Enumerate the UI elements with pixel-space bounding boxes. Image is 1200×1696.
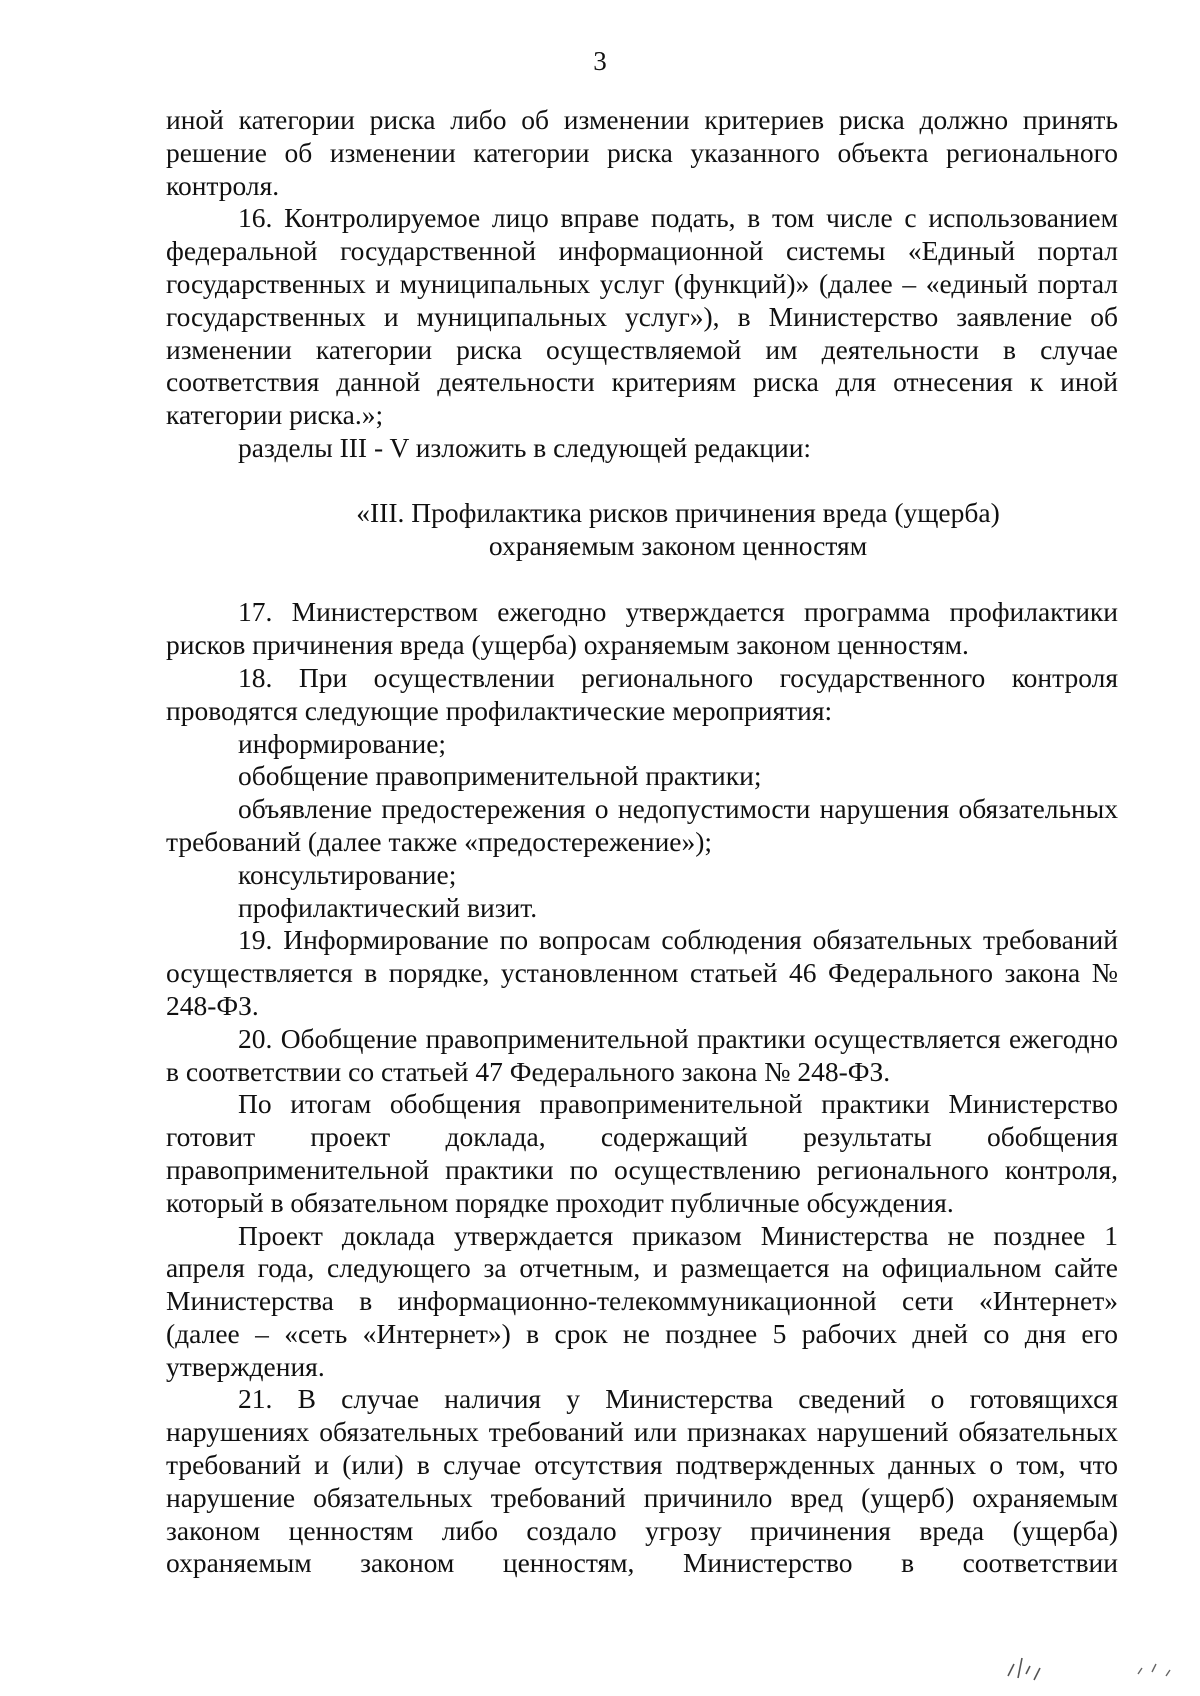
document-body [166,104,1118,1580]
list-item: профилактический визит. [238,891,538,923]
list-item: консультирование; [238,858,457,890]
section-heading-line-1: «III. Профилактика рисков причинения вреда (ущерба) [356,496,1000,528]
paragraph-16: 16. Контролируемое лицо вправе подать, в том числе с использованием федеральной государственной информационной системы «Единый портал государственных и муниципальных услуг (функций)» (далее – «единый портал государственных и муниципальных услуг»), в Министерство заявление об изменении категории риска осуществляемой им деятельности в случае соответствия данной деятельности критериям риска для отнесения к иной категории риска.»; [166,202,1118,431]
scan-mark-icon [1000,1646,1060,1686]
paragraph-20-report: Проект доклада утверждается приказом Министерства не позднее 1 апреля года, следующего за отчетным, и размещается на официальном сайте Министерства в информационно-телекоммуникационной сети «Интернет» (далее – «сеть «Интернет») в срок не позднее 5 рабочих дней со дня его утверждения. [166,1219,1118,1382]
paragraph-19: 19. Информирование по вопросам соблюдения обязательных требований осуществляется в порядке, установленном статьей 46 Федерального закона № 248-ФЗ. [166,924,1118,1021]
list-item: обобщение правоприменительной практики; [238,760,762,792]
page-number: 3 [593,46,607,76]
paragraph-18: 18. При осуществлении регионального государственного контроля проводятся следующие профилактические мероприятия: [166,661,1118,726]
scan-mark-icon [1132,1650,1192,1686]
section-heading-line-2: охраняемым законом ценностям [488,529,868,561]
list-item: объявление предостережения о недопустимости нарушения обязательных требований (далее также «предостережение»); [166,793,1118,857]
section-heading [166,497,1118,563]
paragraph-20: 20. Обобщение правоприменительной практики осуществляется ежегодно в соответствии со статьей 47 Федерального закона № 248-ФЗ. [166,1022,1118,1087]
paragraph-20-summary: По итогам обобщения правоприменительной практики Министерство готовит проект доклада, содержащий результаты обобщения правоприменительной практики по осуществлению регионального контроля, который в обязательном порядке проходит публичные обсуждения. [166,1088,1118,1218]
paragraph-sections-instruction: разделы III - V изложить в следующей редакции: [238,431,812,463]
paragraph-21: 21. В случае наличия у Министерства сведений о готовящихся нарушениях обязательных требований или признаках нарушений обязательных требований и (или) в случае отсутствия подтвержденных данных о том, что нарушение обязательных требований причинило вред (ущерб) охраняемым законом ценностям либо создало угрозу причинения вреда (ущерба) охраняемым законом ценностям, Министерство в соответствии [166,1383,1118,1579]
paragraph-17: 17. Министерством ежегодно утверждается программа профилактики рисков причинения вреда (ущерба) охраняемым законом ценностям. [166,596,1118,661]
paragraph-continuation: иной категории риска либо об изменении критериев риска должно принять решение об изменении категории риска указанного объекта регионального контроля. [166,104,1118,201]
list-item: информирование; [238,727,447,759]
